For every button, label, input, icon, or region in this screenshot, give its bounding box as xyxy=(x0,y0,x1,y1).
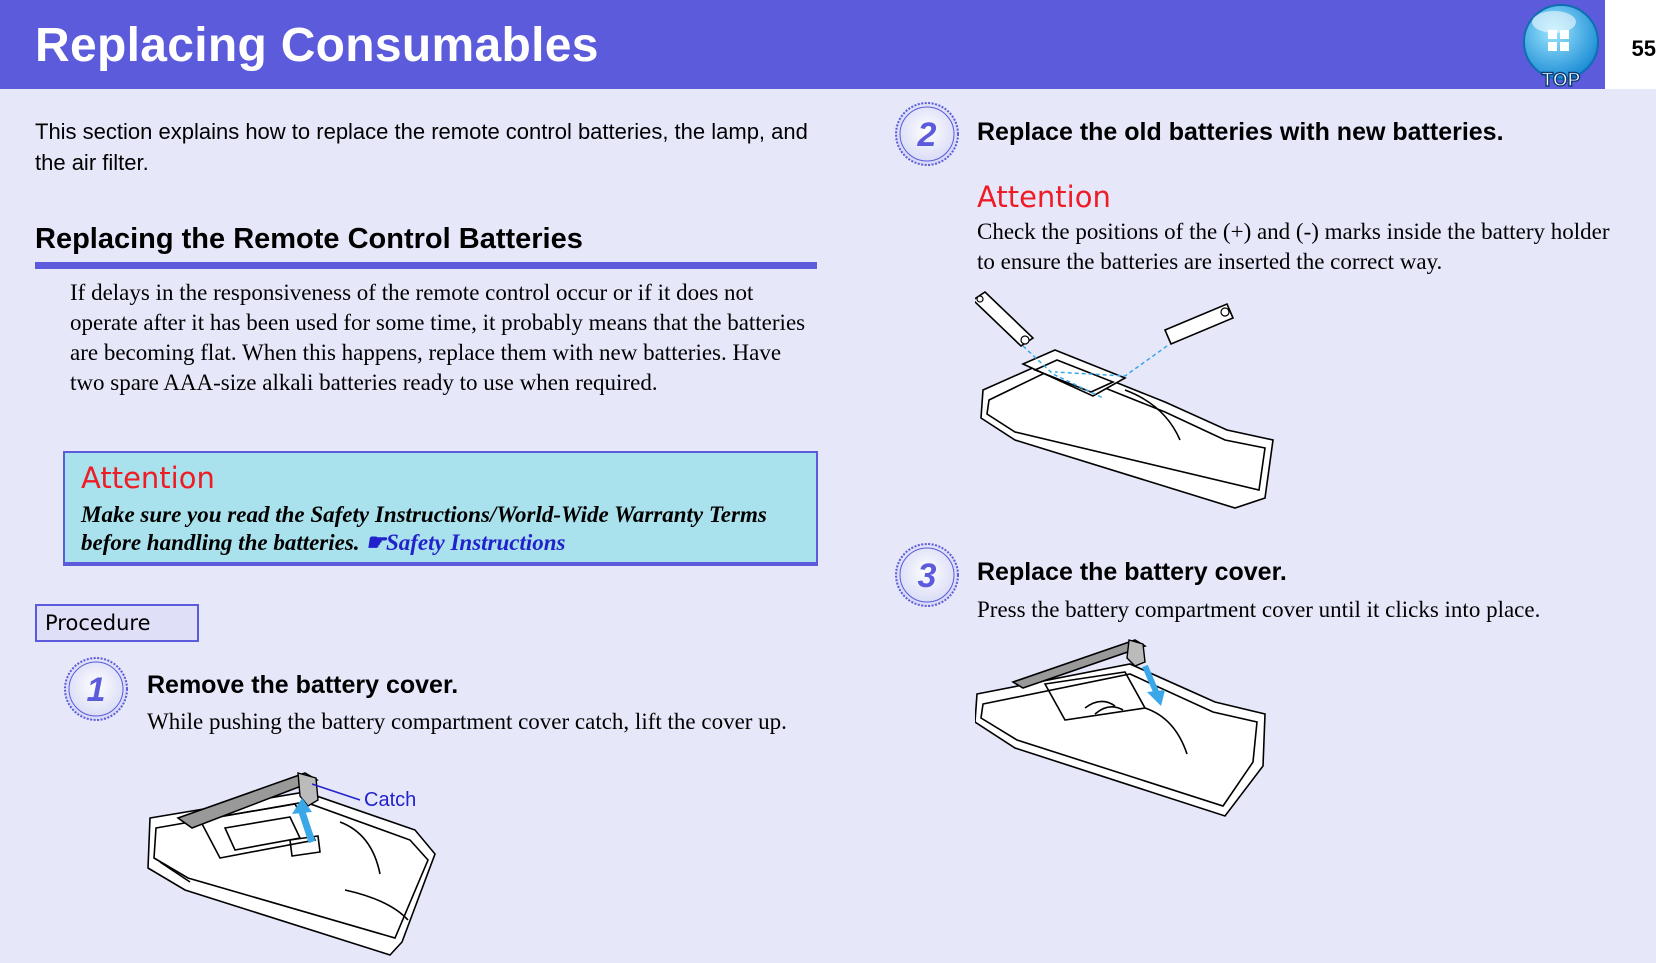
replace-cover-illustration xyxy=(975,636,1275,823)
page-number-area xyxy=(1605,0,1656,89)
step-2-attention-label: Attention xyxy=(977,180,1111,214)
step-3-badge xyxy=(893,541,961,609)
section-divider xyxy=(35,262,817,269)
catch-callout-label: Catch xyxy=(364,789,417,811)
procedure-label: Procedure xyxy=(35,604,199,642)
remove-cover-illustration xyxy=(140,770,490,963)
step-3-title: Replace the battery cover. xyxy=(977,558,1287,586)
step-2-number: 2 xyxy=(917,116,937,154)
top-home-icon[interactable] xyxy=(1520,0,1602,90)
safety-link-text: Safety Instructions xyxy=(385,530,566,555)
step-1-description: While pushing the battery compartment cover catch, lift the cover up. xyxy=(147,709,787,734)
step-2-title: Replace the old batteries with new batteries. xyxy=(977,118,1504,146)
step-1-number: 1 xyxy=(86,671,106,709)
pointing-hand-icon: ☛ xyxy=(365,530,386,555)
page-number: 55 xyxy=(1631,36,1656,61)
section-title: Replacing the Remote Control Batteries xyxy=(35,223,583,255)
step-1-title: Remove the battery cover. xyxy=(147,671,459,699)
top-icon-label: TOP xyxy=(1541,70,1581,90)
replace-batteries-illustration xyxy=(975,290,1275,530)
page-title: Replacing Consumables xyxy=(35,19,599,72)
step-3-number: 3 xyxy=(917,557,937,595)
page-header xyxy=(0,0,1605,89)
attention-box xyxy=(63,451,818,566)
attention-body: Make sure you read the Safety Instructions/World-Wide Warranty Terms before handling the batteries. xyxy=(81,502,767,555)
step-2-attention-text: Check the positions of the (+) and (-) marks inside the battery holder to ensure the batteries are inserted the correct way. xyxy=(977,219,1610,274)
attention-label: Attention xyxy=(81,461,215,495)
safety-instructions-link[interactable] xyxy=(365,530,565,555)
step-1-badge xyxy=(62,655,130,723)
step-3-description: Press the battery compartment cover until it clicks into place. xyxy=(977,597,1541,622)
attention-text xyxy=(81,501,801,557)
step-2-badge xyxy=(893,100,961,168)
intro-text: This section explains how to replace the remote control batteries, the lamp, and the air filter. xyxy=(35,119,808,175)
section-paragraph: If delays in the responsiveness of the remote control occur or if it does not operate after it has been used for some time, it probably means that the batteries are becoming flat. When this happens, replace them with new batteries. Have two spare AAA-size alkali batteries ready to use when required. xyxy=(70,280,806,395)
